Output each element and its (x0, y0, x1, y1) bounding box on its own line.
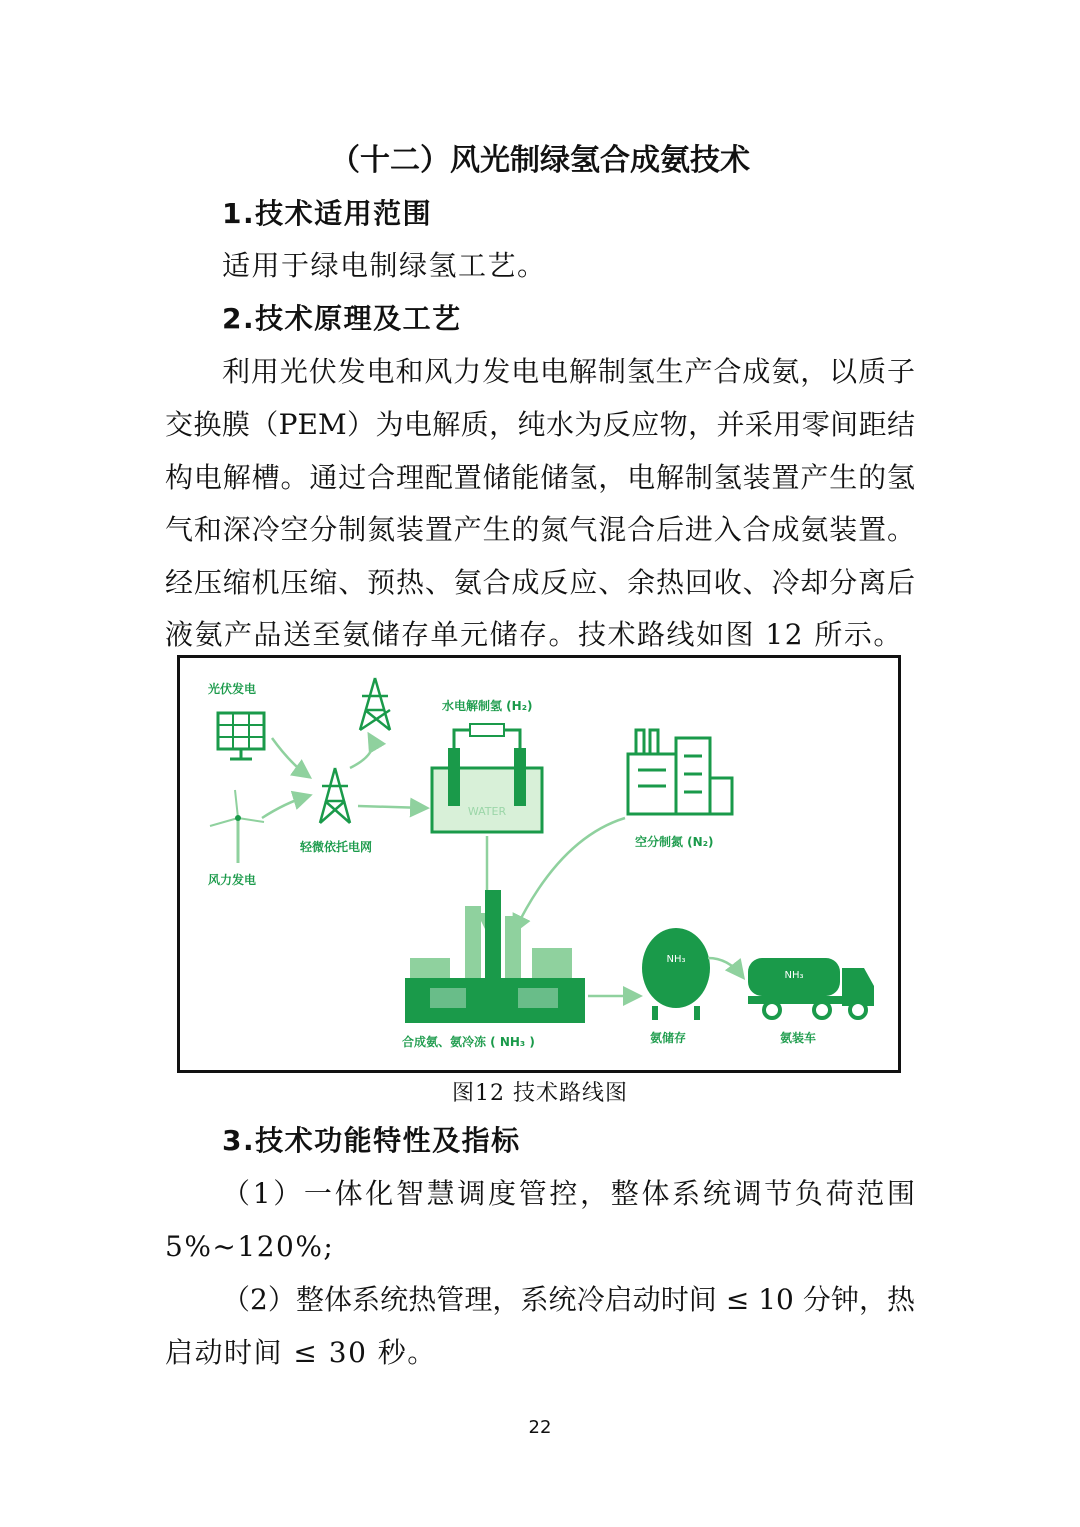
section-3-line: 启动时间 ≤ 30 秒。 (165, 1336, 437, 1369)
process-diagram (177, 655, 901, 1073)
section-1-heading: 1.技术适用范围 (222, 197, 433, 230)
water-label: WATER (467, 805, 507, 818)
page-title: （十二）风光制绿氢合成氨技术 (330, 143, 750, 178)
truck-icon (748, 958, 874, 1018)
truck-nh3-label: NH₃ (784, 970, 804, 981)
storage-tank-icon (642, 928, 710, 1020)
arrow (262, 796, 308, 818)
section-2-line: 气和深冷空分制氮装置产生的氮气混合后进入合成氨装置。 (165, 513, 915, 546)
ammonia-plant-icon (405, 890, 585, 1023)
pv-label: 光伏发电 (208, 682, 257, 696)
arrow (350, 736, 373, 768)
truck-label: 氨装车 (780, 1031, 817, 1045)
factory-icon (628, 730, 732, 814)
section-3-heading: 3.技术功能特性及指标 (222, 1124, 521, 1157)
arrow (358, 806, 425, 808)
arrow (708, 958, 742, 976)
section-1-body: 适用于绿电制绿氢工艺。 (222, 249, 547, 282)
air-separation-label: 空分制氮 (N₂) (635, 835, 714, 849)
section-3-line: 5%~120%; (165, 1230, 335, 1263)
solar-panel-icon (218, 713, 264, 759)
section-2-line: 经压缩机压缩、预热、氨合成反应、余热回收、冷却分离后 (165, 566, 915, 599)
grid-label: 轻微依托电网 (300, 840, 373, 854)
section-2-line: 构电解槽。通过合理配置储能储氢，电解制氢装置产生的氢 (165, 461, 915, 494)
electrolysis-label: 水电解制氢 (H₂) (442, 699, 533, 713)
figure-caption: 图12 技术路线图 (452, 1081, 628, 1106)
section-2-line: 交换膜（PEM）为电解质，纯水为反应物，并采用零间距结 (165, 408, 915, 441)
page-number: 22 (528, 1417, 552, 1438)
section-2-line: 利用光伏发电和风力发电电解制氢生产合成氨，以质子 (222, 355, 915, 388)
section-2-line: 液氨产品送至氨储存单元储存。技术路线如图 12 所示。 (165, 618, 903, 651)
tank-nh3-label: NH₃ (666, 954, 686, 965)
arrow (272, 738, 308, 776)
wind-label: 风力发电 (208, 873, 257, 887)
wind-turbine-icon (210, 790, 264, 863)
synthesis-label: 合成氨、氨冷冻 ( NH₃ ) (402, 1035, 535, 1049)
power-tower-icon (320, 678, 390, 823)
section-3-line: （2）整体系统热管理，系统冷启动时间 ≤ 10 分钟，热 (222, 1283, 915, 1316)
arrow (515, 818, 625, 930)
section-2-heading: 2.技术原理及工艺 (222, 302, 462, 335)
section-3-line: （1）一体化智慧调度管控，整体系统调节负荷范围 (222, 1177, 915, 1210)
storage-label: 氨储存 (650, 1031, 687, 1045)
